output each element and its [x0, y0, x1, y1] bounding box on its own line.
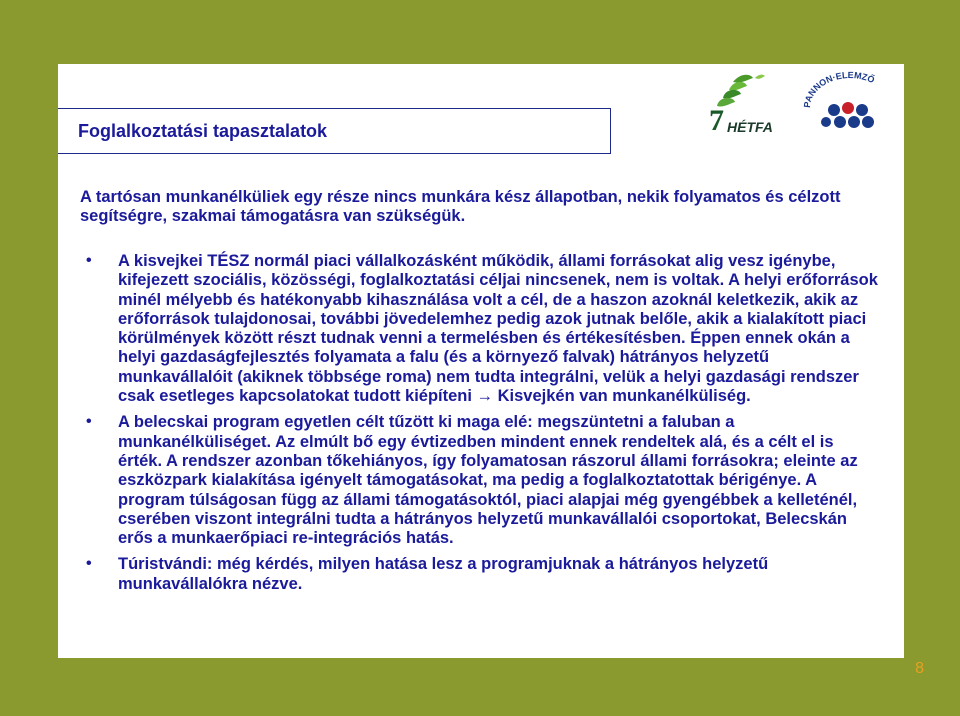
bullet-dot-icon: • [86, 252, 92, 269]
bullet-text: A kisvejkei TÉSZ normál piaci vállalkozásként működik, állami forrásokat alig vesz igénybe, kifejezett szociális, közösségi, foglalkoztatási céljai nincsenek, nem is voltak. A helyi erőforrások minél mélyebb és hatékonyabb kihasználása volt a cél, de a haszon azoknál keletkezik, akik az erőforrások tulajdonosai, további jövedelemhez pedig azok jutnak belőle, akik a kialakított piaci körülmények között részt tudnak venni a termelésben és értékesítésben. Éppen ennek okán a helyi gazdaságfejlesztés folyamata a falu (és a környező falvak) hátrányos helyzetű munkavállalóit (akiknek többsége roma) nem tudta integrálni, velük a helyi gazdasági rendszer csak esetleges kapcsolatokat tudott kiépíteni → Kisvejkén van munkanélküliség. [118, 252, 878, 406]
hetfa-logo [703, 72, 785, 136]
hetfa-number: 7 [709, 104, 724, 136]
bullet-text: Túristvándi: még kérdés, milyen hatása lesz a programjuknak a hátrányos helyzetű munkavállalókra nézve. [118, 555, 769, 593]
slide [58, 64, 904, 658]
pannon-text [802, 70, 876, 108]
bullet-text: A belecskai program egyetlen célt tűzött ki maga elé: megszüntetni a faluban a munkanélküliséget. Az elmúlt bő egy évtizedben mindent ennek rendeltek alá, és a célt el is érték. A rendszer azonban tőkehiányos, így folyamatosan rászorul állami forrásokra; eleinte az eszközpark kialakítása igényelt támogatásokat, ma pedig a foglalkoztatottak bérigénye. A program túlságosan függ az állami támogatásoktól, piaci alapjai még gyengébbek a kelleténél, cserében viszont integrálni tudta a hátrányos helyzetű munkavállalói csoportokat, Belecskán erős a munkaerőpiaci re-integrációs hatás. [118, 413, 858, 548]
intro-text: A tartósan munkanélküliek egy része nincs munkára kész állapotban, nekik folyamatos és célzott segítségre, szakmai támogatásra van szükségük. [80, 188, 841, 225]
bullet-dot-icon: • [86, 555, 92, 573]
dots-icon [821, 102, 874, 128]
page-number: 8 [915, 660, 924, 677]
list-item [80, 555, 880, 594]
leaf-icon [717, 75, 765, 107]
page-title: Foglalkoztatási tapasztalatok [78, 120, 328, 141]
pannon-arc-text: PANNON·ELEMZŐ [802, 69, 877, 109]
bullet-list [80, 252, 880, 601]
pannon-elemzo-logo [802, 68, 898, 136]
hetfa-text: HÉTFA [727, 119, 773, 135]
list-item [80, 413, 880, 548]
title-box [58, 108, 611, 154]
list-item [80, 252, 880, 406]
bullet-dot-icon: • [86, 413, 92, 431]
